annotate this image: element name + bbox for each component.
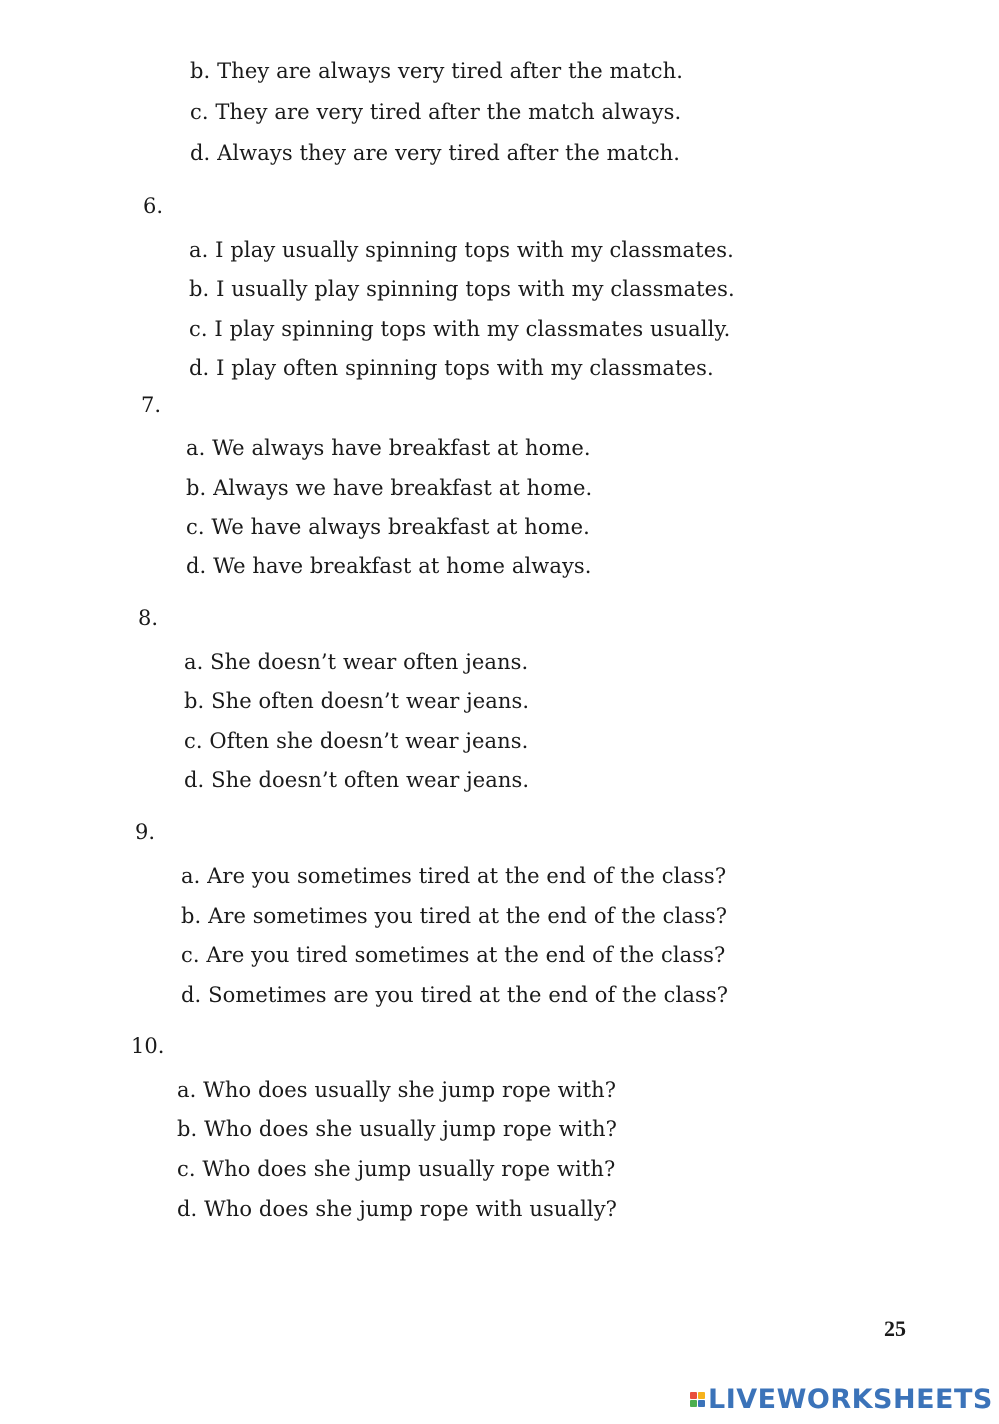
option-10c: c. Who does she jump usually rope with? xyxy=(177,1157,616,1181)
option-5d: d. Always they are very tired after the match. xyxy=(190,141,681,165)
option-8b: b. She often doesn’t wear jeans. xyxy=(184,689,530,713)
question-number-7: 7. xyxy=(141,393,162,417)
option-7b: b. Always we have breakfast at home. xyxy=(186,476,593,500)
option-5c: c. They are very tired after the match always. xyxy=(190,100,682,124)
question-number-9: 9. xyxy=(135,820,156,844)
option-5b: b. They are always very tired after the match. xyxy=(190,59,683,83)
page-number: 25 xyxy=(884,1316,906,1341)
option-9b: b. Are sometimes you tired at the end of the class? xyxy=(181,904,728,928)
question-number-6: 6. xyxy=(143,194,164,218)
logo-text: LIVEWORKSHEETS xyxy=(708,1383,993,1415)
option-9d: d. Sometimes are you tired at the end of the class? xyxy=(181,983,729,1007)
option-9c: c. Are you tired sometimes at the end of the class? xyxy=(181,943,726,967)
option-7c: c. We have always breakfast at home. xyxy=(186,515,590,539)
option-6d: d. I play often spinning tops with my classmates. xyxy=(189,356,714,380)
option-7a: a. We always have breakfast at home. xyxy=(186,436,591,460)
option-6c: c. I play spinning tops with my classmates usually. xyxy=(189,317,731,341)
option-8a: a. She doesn’t wear often jeans. xyxy=(184,650,529,674)
liveworksheets-logo xyxy=(690,1383,993,1415)
option-7d: d. We have breakfast at home always. xyxy=(186,554,592,578)
option-8c: c. Often she doesn’t wear jeans. xyxy=(184,729,529,753)
option-10a: a. Who does usually she jump rope with? xyxy=(177,1078,617,1102)
option-9a: a. Are you sometimes tired at the end of the class? xyxy=(181,864,727,888)
question-number-10: 10. xyxy=(131,1034,165,1058)
question-number-8: 8. xyxy=(138,606,159,630)
logo-tile xyxy=(690,1400,697,1407)
logo-tile xyxy=(698,1392,705,1399)
option-10b: b. Who does she usually jump rope with? xyxy=(177,1117,618,1141)
logo-tiles-icon xyxy=(690,1392,705,1407)
option-8d: d. She doesn’t often wear jeans. xyxy=(184,768,530,792)
option-6a: a. I play usually spinning tops with my classmates. xyxy=(189,238,734,262)
logo-tile xyxy=(698,1400,705,1407)
option-6b: b. I usually play spinning tops with my classmates. xyxy=(189,277,735,301)
logo-tile xyxy=(690,1392,697,1399)
option-10d: d. Who does she jump rope with usually? xyxy=(177,1197,618,1221)
